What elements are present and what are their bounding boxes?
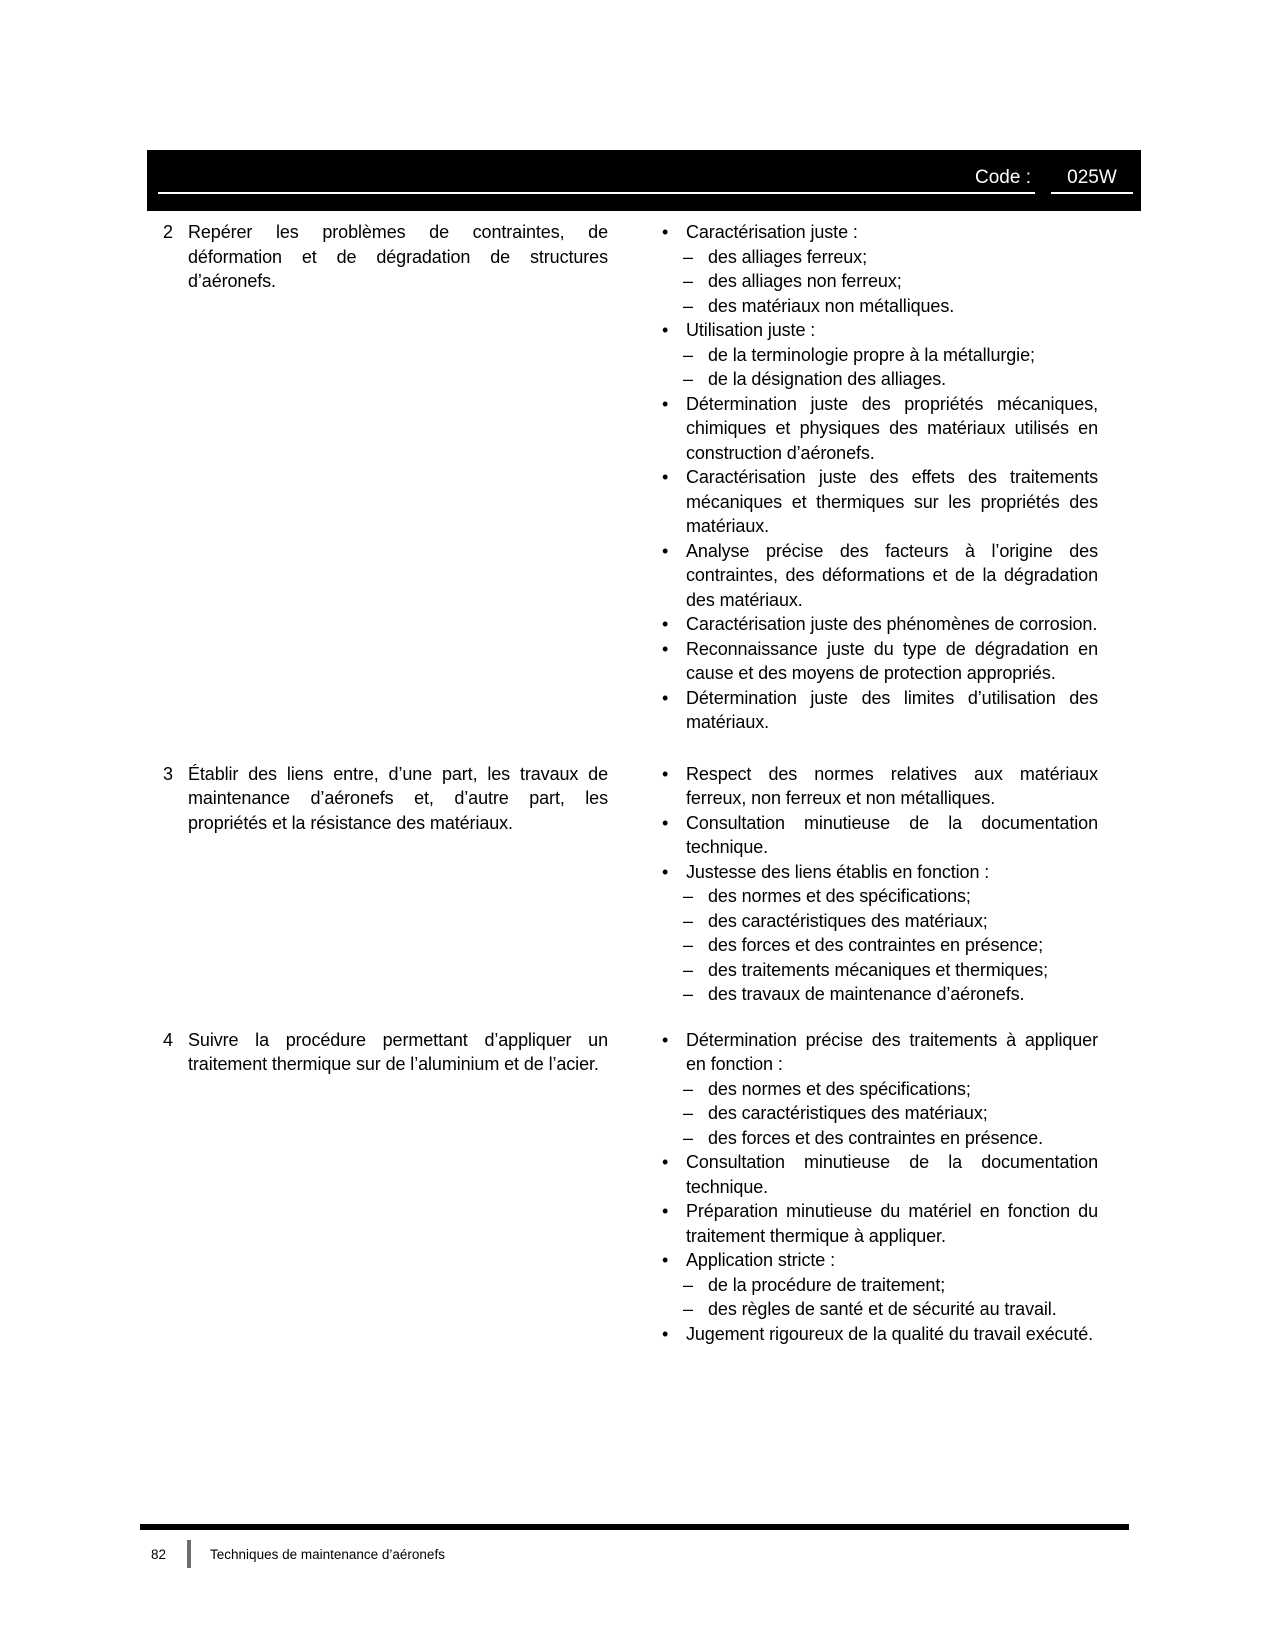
criterion xyxy=(660,811,1098,860)
objectives-list xyxy=(145,220,1141,1346)
dash-icon: – xyxy=(683,1078,693,1099)
criterion-subitem xyxy=(683,294,1098,319)
criterion-text: Consultation minutieuse de la documentation technique. xyxy=(686,1152,1098,1197)
bullet-icon: • xyxy=(662,540,669,561)
objective-text: Repérer les problèmes de contraintes, de déformation et de dégradation de structures d’aéronefs. xyxy=(188,222,608,291)
criterion-subitem xyxy=(683,1101,1098,1126)
criterion-subitem xyxy=(683,367,1098,392)
objective-number: 3 xyxy=(163,763,173,784)
footer-rule xyxy=(140,1524,1129,1530)
objective-left xyxy=(145,1028,660,1077)
criterion-text: Caractérisation juste : xyxy=(686,222,858,242)
dash-icon: – xyxy=(683,246,693,267)
criterion xyxy=(660,392,1098,466)
dash-icon: – xyxy=(683,295,693,316)
bullet-icon: • xyxy=(662,687,669,708)
subitem-text: des normes et des spécifications; xyxy=(708,886,971,906)
criterion-text: Analyse précise des facteurs à l’origine des contraintes, des déformations et de la dégradation des matériaux. xyxy=(686,540,1098,610)
criterion-text: Préparation minutieuse du matériel en fonction du traitement thermique à appliquer. xyxy=(686,1201,1098,1246)
bullet-icon: • xyxy=(662,1152,669,1172)
document-title: Techniques de maintenance d’aéronefs xyxy=(210,1546,445,1562)
bullet-icon: • xyxy=(662,1323,669,1344)
subitem-text: des règles de santé et de sécurité au travail. xyxy=(708,1299,1057,1319)
criterion-subitem xyxy=(683,958,1098,983)
objective-row xyxy=(145,1028,1141,1347)
criterion xyxy=(660,220,1098,318)
subitem-text: des traitements mécaniques et thermiques; xyxy=(708,959,1049,980)
criteria-list xyxy=(660,762,1098,1007)
criterion xyxy=(660,612,1098,637)
criteria-list xyxy=(660,220,1098,735)
objective-left xyxy=(145,220,660,294)
criterion-subitem xyxy=(683,269,1098,294)
objective-row xyxy=(145,220,1141,735)
objective-number: 4 xyxy=(163,1029,173,1050)
bullet-icon: • xyxy=(662,222,669,242)
criterion-subitem xyxy=(683,1077,1098,1102)
criterion-subitem xyxy=(683,884,1098,909)
criterion-subitem xyxy=(683,909,1098,934)
subitem-text: des forces et des contraintes en présence; xyxy=(708,935,1043,955)
dash-icon: – xyxy=(683,959,693,980)
bullet-icon: • xyxy=(662,393,669,414)
bullet-icon: • xyxy=(662,614,669,634)
dash-icon: – xyxy=(683,984,693,1004)
criterion xyxy=(660,318,1098,392)
criterion-text: Jugement rigoureux de la qualité du travail exécuté. xyxy=(686,1323,1094,1344)
subitem-text: des matériaux non métalliques. xyxy=(708,295,955,316)
subitem-text: de la terminologie propre à la métallurgie; xyxy=(708,344,1035,365)
criterion-subitem xyxy=(683,1273,1098,1298)
criterion-text: Consultation minutieuse de la documentation technique. xyxy=(686,812,1098,857)
objective-number: 2 xyxy=(163,222,173,242)
criterion-text: Détermination juste des limites d’utilisation des matériaux. xyxy=(686,687,1098,732)
bullet-icon: • xyxy=(662,861,669,882)
criterion-text: Caractérisation juste des effets des traitements mécaniques et thermiques sur les propriétés des matériaux. xyxy=(686,467,1098,536)
code-label: Code : xyxy=(158,166,1035,194)
dash-icon: – xyxy=(683,1299,693,1319)
subitem-text: des caractéristiques des matériaux; xyxy=(708,1103,988,1123)
criterion-text: Détermination juste des propriétés mécaniques, chimiques et physiques des matériaux utilisés en construction d’aéronefs. xyxy=(686,393,1098,463)
criterion xyxy=(660,539,1098,613)
criterion-text: Caractérisation juste des phénomènes de corrosion. xyxy=(686,614,1098,634)
criterion-subitem xyxy=(683,343,1098,368)
criterion-text: Respect des normes relatives aux matériaux ferreux, non ferreux et non métalliques. xyxy=(686,763,1098,808)
bullet-icon: • xyxy=(662,320,669,340)
subitem-text: des alliages non ferreux; xyxy=(708,271,902,291)
criterion-subitem xyxy=(683,1126,1098,1151)
criterion-text: Détermination précise des traitements à appliquer en fonction : xyxy=(686,1029,1098,1074)
dash-icon: – xyxy=(683,886,693,906)
criterion xyxy=(660,860,1098,1007)
criterion-text: Utilisation juste : xyxy=(686,320,816,340)
bullet-icon: • xyxy=(662,1201,669,1221)
bullet-icon: • xyxy=(662,812,669,833)
objective-row xyxy=(145,762,1141,1007)
criterion-subitem xyxy=(683,1297,1098,1322)
objective-left xyxy=(145,762,660,836)
subitem-text: des normes et des spécifications; xyxy=(708,1078,971,1099)
criterion xyxy=(660,465,1098,539)
objective-text: Suivre la procédure permettant d’appliquer un traitement thermique sur de l’aluminium et de l’acier. xyxy=(188,1029,608,1074)
criterion xyxy=(660,1322,1098,1347)
footer-separator xyxy=(187,1540,191,1568)
bullet-icon: • xyxy=(662,763,669,784)
bullet-icon: • xyxy=(662,1029,669,1050)
bullet-icon: • xyxy=(662,1250,669,1270)
bullet-icon: • xyxy=(662,638,669,659)
subitem-text: de la désignation des alliages. xyxy=(708,369,947,389)
dash-icon: – xyxy=(683,344,693,365)
dash-icon: – xyxy=(683,1103,693,1123)
subitem-text: des alliages ferreux; xyxy=(708,246,867,267)
dash-icon: – xyxy=(683,910,693,931)
subitem-text: des travaux de maintenance d’aéronefs. xyxy=(708,984,1025,1004)
subitem-text: des forces et des contraintes en présence. xyxy=(708,1127,1043,1148)
objective-text: Établir des liens entre, d’une part, les travaux de maintenance d’aéronefs et, d’autre part, les propriétés et la résistance des matériaux. xyxy=(188,763,608,833)
criterion xyxy=(660,1248,1098,1322)
criterion xyxy=(660,1150,1098,1199)
dash-icon: – xyxy=(683,369,693,389)
footer xyxy=(151,1540,445,1568)
criterion-text: Reconnaissance juste du type de dégradation en cause et des moyens de protection appropriés. xyxy=(686,638,1098,683)
header-bar xyxy=(147,150,1141,211)
criterion xyxy=(660,1199,1098,1248)
dash-icon: – xyxy=(683,935,693,955)
criterion xyxy=(660,762,1098,811)
criterion xyxy=(660,686,1098,735)
criterion-text: Application stricte : xyxy=(686,1250,835,1270)
criterion-subitem xyxy=(683,245,1098,270)
dash-icon: – xyxy=(683,1127,693,1148)
criterion xyxy=(660,637,1098,686)
criterion xyxy=(660,1028,1098,1151)
criterion-text: Justesse des liens établis en fonction : xyxy=(686,861,990,882)
criterion-subitem xyxy=(683,982,1098,1007)
criteria-list xyxy=(660,1028,1098,1347)
page-number: 82 xyxy=(151,1546,167,1562)
dash-icon: – xyxy=(683,1274,693,1295)
criterion-subitem xyxy=(683,933,1098,958)
subitem-text: des caractéristiques des matériaux; xyxy=(708,910,988,931)
code-value: 025W xyxy=(1051,166,1133,194)
dash-icon: – xyxy=(683,271,693,291)
bullet-icon: • xyxy=(662,467,669,487)
subitem-text: de la procédure de traitement; xyxy=(708,1274,946,1295)
